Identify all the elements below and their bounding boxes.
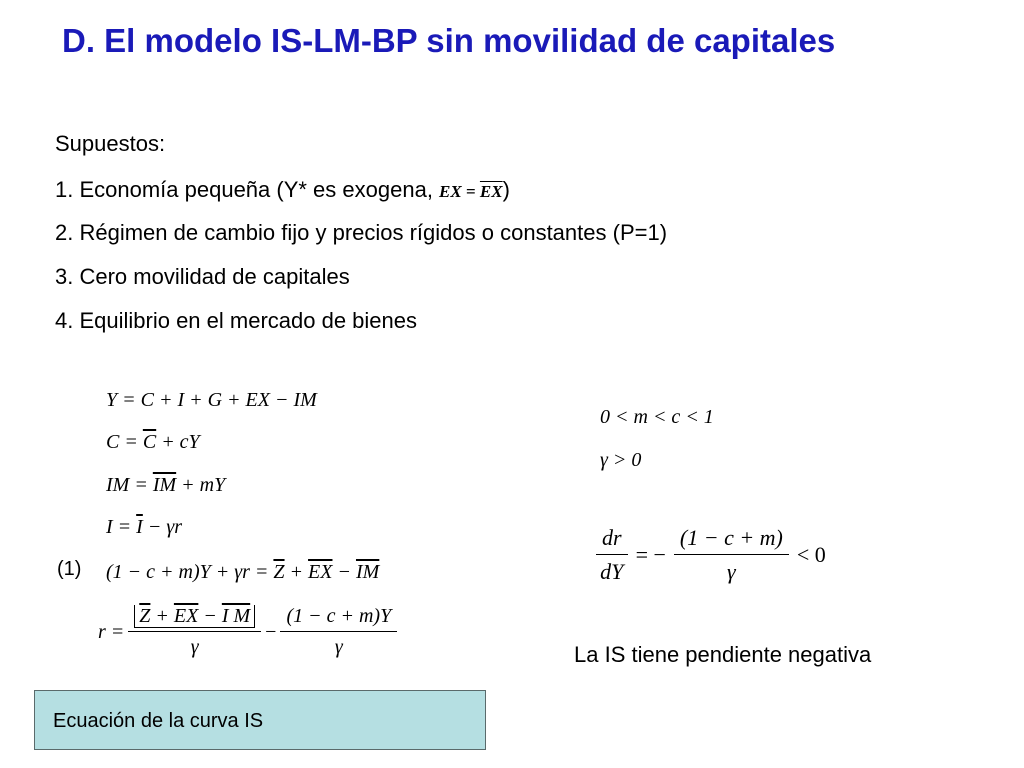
equation-is: $(1 - c + m)Y + \gamma r = \overline{Z} + \overline{EX} - \overline{IM}$ <box>106 561 380 583</box>
assumption-1-text: 1. Economía pequeña (Y* es exogena, <box>55 177 440 202</box>
assumption-2: 2. Régimen de cambio fijo y precios rígidos o constantes (P=1) <box>55 220 668 245</box>
equation-consumption: $C = \overline{C}$ + cY <box>106 431 200 453</box>
is-curve-label-box <box>34 690 486 750</box>
condition-gamma: γ > 0 <box>600 449 642 471</box>
assumption-3: 3. Cero movilidad de capitales <box>55 264 350 289</box>
equation-slope: $\frac{dr}{dY}$ = − $\frac{(1 - c + m)}{\gamma}$ < 0 <box>592 525 826 585</box>
slope-note: La IS tiene pendiente negativa <box>574 642 872 667</box>
assumptions-heading: Supuestos: <box>55 131 166 156</box>
slide-title: D. El modelo IS-LM-BP sin movilidad de capitales <box>62 22 836 59</box>
equation-label: (1) <box>57 558 82 580</box>
is-curve-label: Ecuación de la curva IS <box>53 710 264 732</box>
equation-imports: IM = $\overline{IM}$ + mY <box>106 474 226 496</box>
condition-propensities: 0 < m < c < 1 <box>600 406 714 428</box>
equation-r-solved: r = $\frac{\overline{Z} + \overline{EX} - I M}{\gamma}$ − $\frac{(1 - c + m)Y}{\gamma}$ <box>98 605 401 659</box>
assumption-1: 1. Economía pequeña (Y* es exogena, EX = $\overline{EX}$) <box>55 177 510 202</box>
assumption-1-math: EX = $\overline{EX}$ <box>439 182 503 201</box>
equation-investment: $I = \overline{I} - \gamma r$ <box>106 516 182 538</box>
equation-demand: Y = C + I + G + EX − IM <box>106 389 317 411</box>
assumption-4: 4. Equilibrio en el mercado de bienes <box>55 308 418 333</box>
